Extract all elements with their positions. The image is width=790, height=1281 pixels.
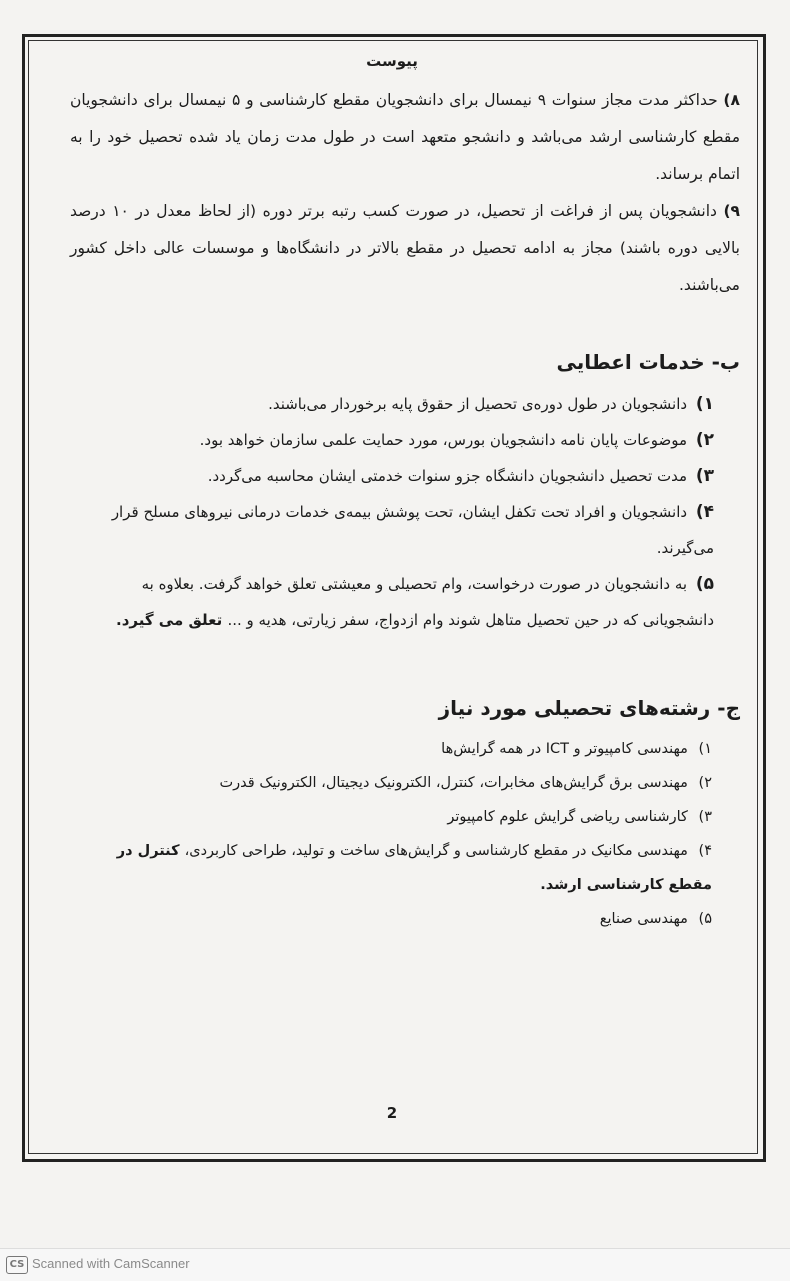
item-text: مهندسی برق گرایش‌های مخابرات، کنترل، الکترونیک دیجیتال، الکترونیک قدرت: [219, 775, 688, 791]
item-number: ۲): [698, 775, 712, 791]
item-number: ۳): [695, 466, 714, 486]
page-number: 2: [386, 1104, 398, 1122]
item-number: ۹): [723, 202, 740, 220]
item-number: ۴): [698, 843, 712, 859]
list-item: [40, 422, 744, 458]
list-item: [40, 834, 744, 902]
list-item: [40, 800, 744, 834]
item-number: ۱): [695, 394, 714, 414]
item-text: حداکثر مدت مجاز سنوات ۹ نیمسال برای دانشجویان مقطع کارشناسی و ۵ نیمسال برای دانشجویان مقطع کارشناسی ارشد می‌باشد و دانشجو متعهد است در طول مدت زمان یاد شده تحصیل خود را به اتمام برساند.: [70, 91, 740, 183]
item-text: مدت تحصیل دانشجویان دانشگاه جزو سنوات خدمتی ایشان محاسبه می‌گردد.: [207, 467, 688, 485]
item-text: مهندسی کامپیوتر و ICT در همه گرایش‌ها: [441, 741, 688, 757]
item-text-bold: کنترل در مقطع کارشناسی ارشد.: [116, 843, 712, 893]
scanner-footer: [0, 1248, 790, 1281]
item-text: مهندسی مکانیک در مقطع کارشناسی و گرایش‌های ساخت و تولید، طراحی کاربردی،: [184, 843, 688, 859]
item-number: ۸): [723, 91, 740, 109]
list-item: [40, 386, 744, 422]
intro-item-9: [40, 193, 744, 304]
item-number: ۱): [698, 741, 712, 757]
scanner-watermark-text: Scanned with CamScanner: [32, 1256, 190, 1271]
page-content: [40, 46, 744, 1146]
section-b-title: ب- خدمات اعطایی: [556, 350, 740, 374]
camscanner-logo-icon: CS: [6, 1256, 28, 1274]
section-c-list: [40, 732, 744, 936]
item-text: مهندسی صنایع: [599, 911, 688, 927]
list-item: [40, 494, 744, 566]
item-number: ۴): [695, 502, 714, 522]
item-text: کارشناسی ریاضی گرایش علوم کامپیوتر: [447, 809, 688, 825]
list-item: [40, 766, 744, 800]
page-header: پیوست: [366, 52, 418, 70]
item-number: ۳): [698, 809, 712, 825]
item-number: ۲): [695, 430, 714, 450]
item-text: دانشجویان پس از فراغت از تحصیل، در صورت کسب رتبه برتر دوره (از لحاظ معدل در ۱۰ درصد بالایی دوره باشند) مجاز به ادامه تحصیل در مقطع بالاتر در دانشگاه‌ها و موسسات عالی داخل کشور می‌باشند.: [70, 202, 740, 294]
item-text-bold: تعلق می گیرد.: [116, 611, 228, 629]
item-text: موضوعات پایان نامه دانشجویان بورس، مورد حمایت علمی سازمان خواهد بود.: [199, 431, 688, 449]
list-item: [40, 732, 744, 766]
list-item: [40, 458, 744, 494]
item-number: ۵): [698, 911, 712, 927]
list-item: [40, 902, 744, 936]
item-text: دانشجویان در طول دوره‌ی تحصیل از حقوق پایه برخوردار می‌باشند.: [268, 395, 688, 413]
item-number: ۵): [695, 574, 714, 594]
list-item: [40, 566, 744, 638]
section-c-title: ج- رشته‌های تحصیلی مورد نیاز: [438, 696, 740, 720]
intro-item-8: [40, 82, 744, 193]
item-text: دانشجویان و افراد تحت تکفل ایشان، تحت پوشش بیمه‌ی خدمات درمانی نیروهای مسلح قرار می‌گیرند.: [111, 503, 714, 557]
item-text: به دانشجویان در صورت درخواست، وام تحصیلی و معیشتی تعلق خواهد گرفت. بعلاوه به دانشجویانی که در حین تحصیل متاهل شوند وام ازدواج، سفر زیارتی، هدیه و ...: [141, 575, 714, 629]
section-b-list: [40, 386, 744, 638]
